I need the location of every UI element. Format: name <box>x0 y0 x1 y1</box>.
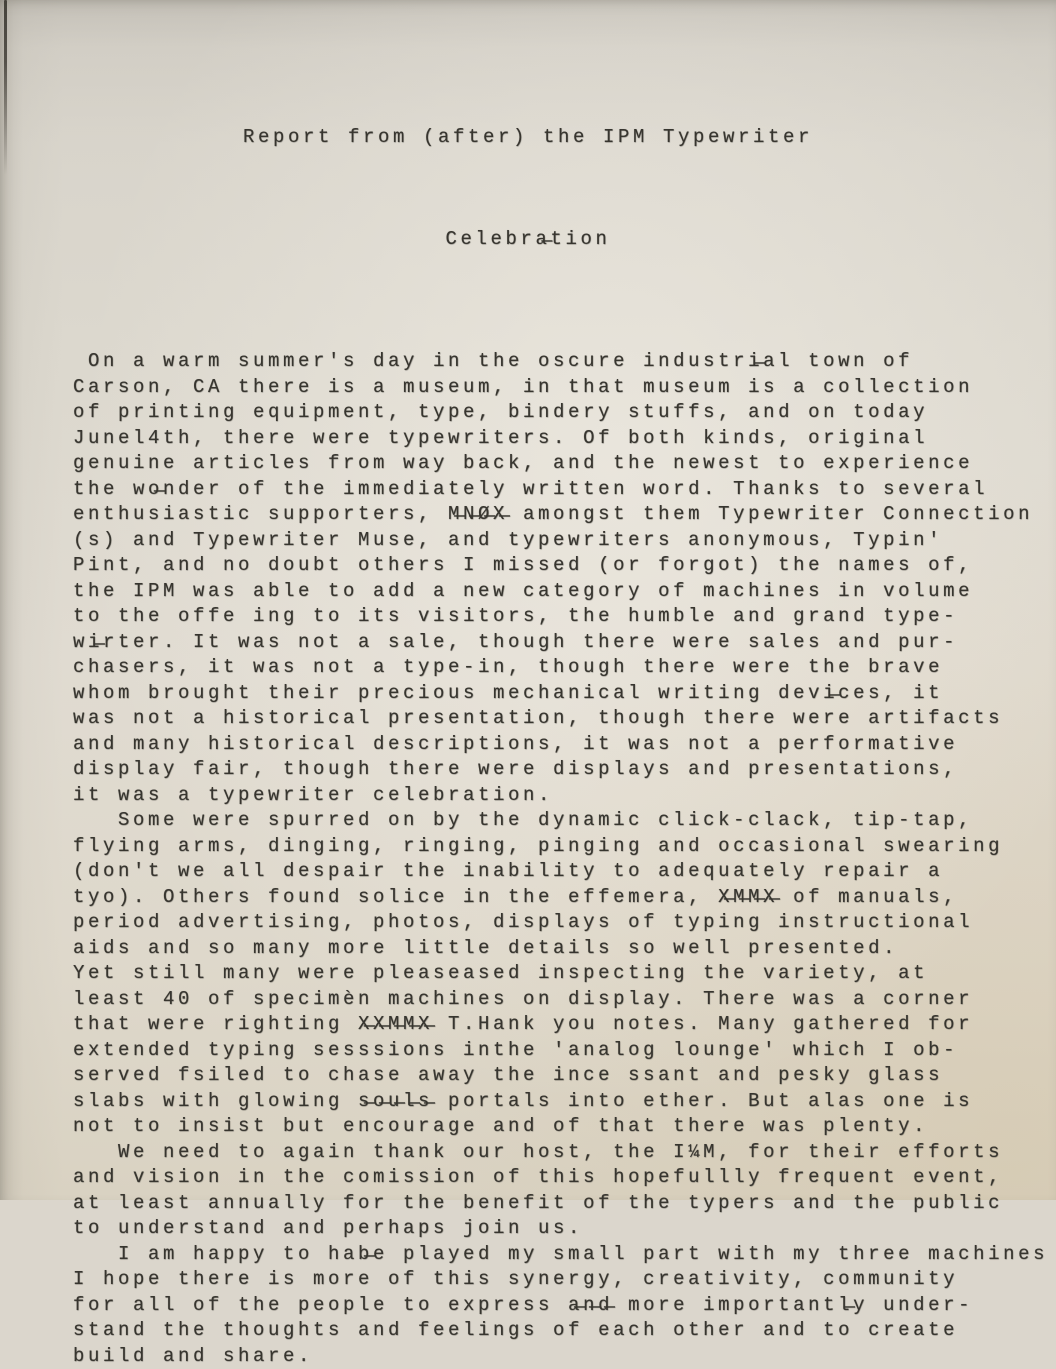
text-line: Some were spurred on by the dynamic click-clack, tip-tap, <box>73 808 1056 834</box>
text-line: slabs with glowing s̶o̶u̶l̶s̶ portals into ether. But alas one is <box>73 1089 1056 1115</box>
text-line: was not a historical presentation, though there were artifacts <box>73 706 1056 732</box>
paragraph <box>73 349 1056 808</box>
text-line: it was a typewriter celebration. <box>73 783 1056 809</box>
text-line: not to insist but encourage and of that there was plenty. <box>73 1114 1056 1140</box>
text-line: aids and so many more little details so well presented. <box>73 936 1056 962</box>
text-line: to understand and perhaps join us. <box>73 1216 1056 1242</box>
text-line: genuine articles from way back, and the newest to experience <box>73 451 1056 477</box>
text-line: On a warm summer's day in the oscure industri̶al town of <box>73 349 1056 375</box>
text-line: for all of the people to express a̶n̶d̶ more importantl̶y under- <box>73 1293 1056 1319</box>
paragraph <box>73 1140 1056 1242</box>
doc-title-line-1: Report from (after) the IPM Typewriter <box>0 120 1056 154</box>
text-line: We need to again thank our host, the I¼M, for their efforts <box>73 1140 1056 1166</box>
text-line: at least annually for the benefit of the typers and the public <box>73 1191 1056 1217</box>
paper-edge-crease <box>4 0 7 175</box>
text-line: display fair, though there were displays and presentations, <box>73 757 1056 783</box>
text-line: tyo). Others found solice in the effemera, X̶M̶M̶X̶ of manuals, <box>73 885 1056 911</box>
text-line: flying arms, dinging, ringing, pinging and occasional swearing <box>73 834 1056 860</box>
text-line: least 40 of specimèn machines on display. There was a corner <box>73 987 1056 1013</box>
text-line: extended typing sesssions inthe 'analog lounge' which I ob- <box>73 1038 1056 1064</box>
text-line: whom brought their precious mechanical writing devi̶ces, it <box>73 681 1056 707</box>
text-line: and vision in the comission of this hopefullly frequent event, <box>73 1165 1056 1191</box>
text-line: to the offe ing to its visitors, the humble and grand type- <box>73 604 1056 630</box>
text-line: build and share. <box>73 1344 1056 1369</box>
text-line: I am happy to hab̶e played my small part with my three machines <box>73 1242 1056 1268</box>
text-line: that were righting X̶X̶M̶M̶X̶ T.Hank you notes. Many gathered for <box>73 1012 1056 1038</box>
text-line: period advertising, photos, displays of typing instructional <box>73 910 1056 936</box>
text-line: the IPM was able to add a new category of machines in volume <box>73 579 1056 605</box>
text-line: (don't we all despair the inability to adequately repair a <box>73 859 1056 885</box>
doc-title <box>0 0 1056 324</box>
text-line: served fsiled to chase away the ince ssant and pesky glass <box>73 1063 1056 1089</box>
text-line: wi̶rter. It was not a sale, though there were sales and pur- <box>73 630 1056 656</box>
text-line: enthusiastic supporters, M̶N̶Ø̶X̶ amongst them Typewriter Connection <box>73 502 1056 528</box>
document-body <box>0 349 1056 1369</box>
text-line: and many historical descriptions, it was not a performative <box>73 732 1056 758</box>
text-line: chasers, it was not a type-in, though there were the brave <box>73 655 1056 681</box>
text-line: Carson, CA there is a museum, in that museum is a collection <box>73 375 1056 401</box>
text-line: Yet still many were pleaseased inspecting the variety, at <box>73 961 1056 987</box>
paragraph <box>73 808 1056 1140</box>
paragraph <box>73 1242 1056 1369</box>
text-line: Pint, and no doubt others I missed (or forgot) the names of, <box>73 553 1056 579</box>
text-line: stand the thoughts and feelings of each other and to create <box>73 1318 1056 1344</box>
text-line: of printing equipment, type, bindery stuffs, and on today <box>73 400 1056 426</box>
text-line: the wo̶nder of the immediately written word. Thanks to several <box>73 477 1056 503</box>
text-line: Junel4th, there were typewriters. Of both kinds, original <box>73 426 1056 452</box>
doc-title-line-2: Celebra̶tion <box>0 222 1056 256</box>
text-line: (s) and Typewriter Muse, and typewriters anonymous, Typin' <box>73 528 1056 554</box>
text-line: I hope there is more of this synergy, creativity, community <box>73 1267 1056 1293</box>
